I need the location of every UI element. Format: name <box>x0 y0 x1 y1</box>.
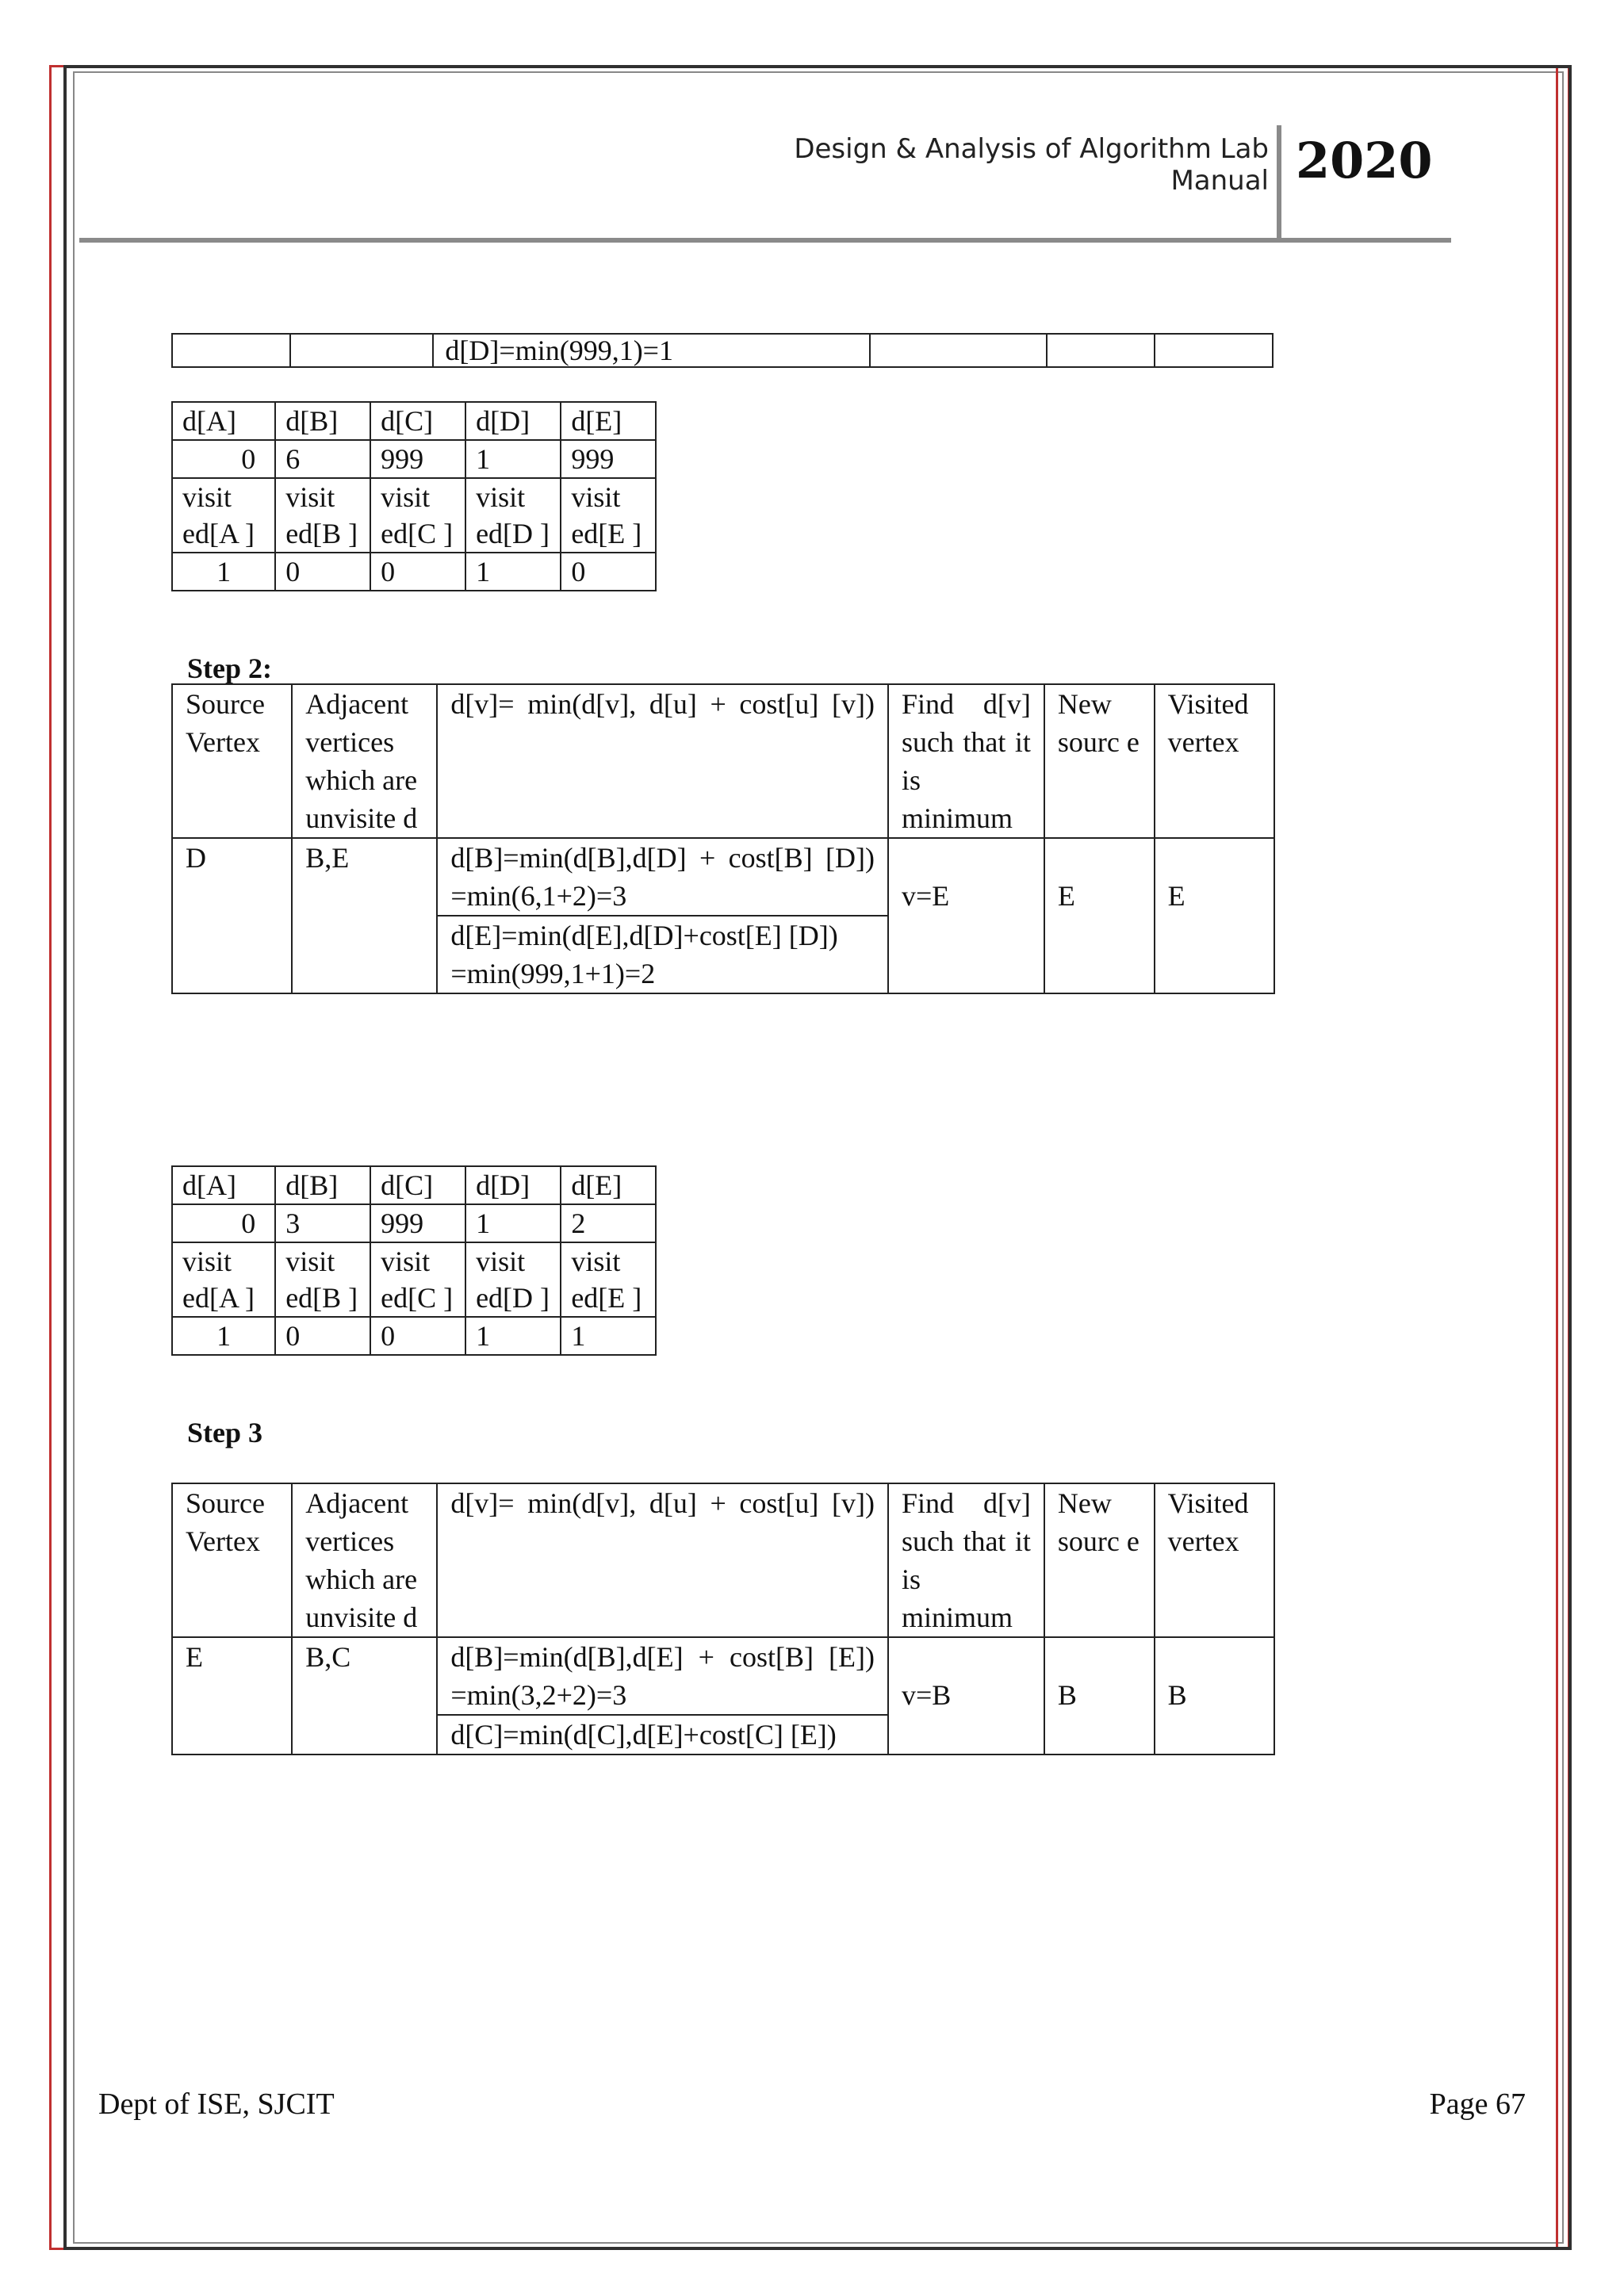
table-cell: 999 <box>370 440 465 478</box>
table-cell <box>1044 1637 1155 1755</box>
table-cell: 1 <box>172 553 275 591</box>
step-3-table <box>171 1483 1275 1755</box>
find-value: v=B <box>901 1679 952 1711</box>
header-title: Design & Analysis of Algorithm Lab Manual <box>794 133 1269 197</box>
footer-page-number: Page 67 <box>1429 2087 1526 2121</box>
table-cell: B,E <box>292 838 437 993</box>
table-cell: visit ed[B ] <box>275 1242 370 1317</box>
new-source-value: E <box>1057 880 1075 912</box>
table-cell: B,C <box>292 1637 437 1755</box>
table-cell <box>1155 334 1273 367</box>
table-cell: 1 <box>465 1317 561 1355</box>
table-cell: visit ed[E ] <box>561 478 656 553</box>
table-cell <box>437 1637 888 1755</box>
table-cell <box>172 334 290 367</box>
table-cell: 2 <box>561 1204 656 1242</box>
table-cell <box>1044 838 1155 993</box>
table-row <box>172 440 656 478</box>
table-cell: d[C] <box>370 1166 465 1204</box>
table-header-cell: d[v]= min(d[v], d[u] + cost[u] [v]) <box>437 1483 888 1637</box>
find-value: v=E <box>901 880 950 912</box>
step-2-table <box>171 683 1275 994</box>
table-row <box>172 478 656 553</box>
table-header-cell: Find d[v] such that it is minimum <box>888 684 1044 838</box>
table-header-cell: d[v]= min(d[v], d[u] + cost[u] [v]) <box>437 684 888 838</box>
table-cell <box>870 334 1047 367</box>
table-cell: 1 <box>172 1317 275 1355</box>
table-cell: 1 <box>561 1317 656 1355</box>
distance-table-2 <box>171 1165 657 1356</box>
table-row <box>172 334 1273 367</box>
table-header-cell: New sourc e <box>1044 1483 1155 1637</box>
distance-table-1 <box>171 401 657 591</box>
table-header-cell: Find d[v] such that it is minimum <box>888 1483 1044 1637</box>
table-cell: visit ed[E ] <box>561 1242 656 1317</box>
table-row <box>172 1242 656 1317</box>
table-cell <box>1155 1637 1274 1755</box>
header-divider-vertical <box>1277 125 1281 239</box>
table-cell: d[B] <box>275 1166 370 1204</box>
table-row <box>172 1637 1274 1755</box>
table-header-cell: Adjacent vertices which are unvisite d <box>292 684 437 838</box>
table-header-cell: Source Vertex <box>172 1483 292 1637</box>
step-3-heading: Step 3 <box>187 1417 263 1448</box>
calc-line: d[B]=min(d[B],d[E] + cost[B] [E]) =min(3,2+2)=3 <box>438 1638 887 1716</box>
page-border-inner <box>73 71 1564 2244</box>
table-cell: visit ed[C ] <box>370 1242 465 1317</box>
table-cell: visit ed[B ] <box>275 478 370 553</box>
step-2-heading: Step 2: <box>187 652 272 684</box>
table-header-cell: New sourc e <box>1044 684 1155 838</box>
table-cell <box>1155 838 1274 993</box>
table-cell: visit ed[D ] <box>465 1242 561 1317</box>
table-cell <box>437 838 888 993</box>
continuation-table <box>171 333 1274 368</box>
table-header-cell: Source Vertex <box>172 684 292 838</box>
table-cell <box>888 1637 1044 1755</box>
table-cell: d[E] <box>561 402 656 440</box>
table-cell: 1 <box>465 1204 561 1242</box>
header-year: 2020 <box>1296 132 1433 189</box>
table-cell: 0 <box>275 553 370 591</box>
table-cell: D <box>172 838 292 993</box>
header-divider-horizontal <box>79 238 1451 243</box>
table-cell: 1 <box>465 440 561 478</box>
table-row <box>172 684 1274 838</box>
table-cell: d[A] <box>172 402 275 440</box>
table-cell: d[A] <box>172 1166 275 1204</box>
table-cell: d[D] <box>465 402 561 440</box>
table-cell: visit ed[A ] <box>172 1242 275 1317</box>
table-cell: 1 <box>465 553 561 591</box>
table-cell: 6 <box>275 440 370 478</box>
table-header-cell: Visited vertex <box>1155 1483 1274 1637</box>
table-cell <box>888 838 1044 993</box>
table-header-cell: Adjacent vertices which are unvisite d <box>292 1483 437 1637</box>
table-row <box>172 1317 656 1355</box>
calc-line: d[E]=min(d[E],d[D]+cost[E] [D]) =min(999,1+1)=2 <box>450 920 838 989</box>
table-cell <box>1047 334 1155 367</box>
table-cell: 999 <box>370 1204 465 1242</box>
table-cell: 0 <box>370 1317 465 1355</box>
table-cell: visit ed[A ] <box>172 478 275 553</box>
table-row <box>172 1204 656 1242</box>
table-cell: 0 <box>172 1204 275 1242</box>
visited-value: B <box>1167 1679 1187 1711</box>
table-cell: 0 <box>275 1317 370 1355</box>
new-source-value: B <box>1057 1679 1077 1711</box>
table-cell: d[E] <box>561 1166 656 1204</box>
table-row <box>172 1483 1274 1637</box>
table-cell: visit ed[D ] <box>465 478 561 553</box>
table-row <box>172 1166 656 1204</box>
table-cell: 0 <box>172 440 275 478</box>
table-cell <box>290 334 434 367</box>
table-cell: 999 <box>561 440 656 478</box>
table-cell: 0 <box>561 553 656 591</box>
calc-line: d[B]=min(d[B],d[D] + cost[B] [D]) =min(6,1+2)=3 <box>438 839 887 916</box>
table-cell: d[D] <box>465 1166 561 1204</box>
table-cell: d[D]=min(999,1)=1 <box>433 334 869 367</box>
calc-line: d[C]=min(d[C],d[E]+cost[C] [E]) <box>450 1719 837 1751</box>
table-header-cell: Visited vertex <box>1155 684 1274 838</box>
table-cell: 3 <box>275 1204 370 1242</box>
table-cell: 0 <box>370 553 465 591</box>
table-cell: d[C] <box>370 402 465 440</box>
table-cell: d[B] <box>275 402 370 440</box>
table-row <box>172 553 656 591</box>
table-row <box>172 402 656 440</box>
footer-department: Dept of ISE, SJCIT <box>98 2087 335 2121</box>
visited-value: E <box>1167 880 1185 912</box>
page-border-right-red <box>1556 68 1558 2247</box>
table-row <box>172 838 1274 993</box>
table-cell: E <box>172 1637 292 1755</box>
table-cell: visit ed[C ] <box>370 478 465 553</box>
